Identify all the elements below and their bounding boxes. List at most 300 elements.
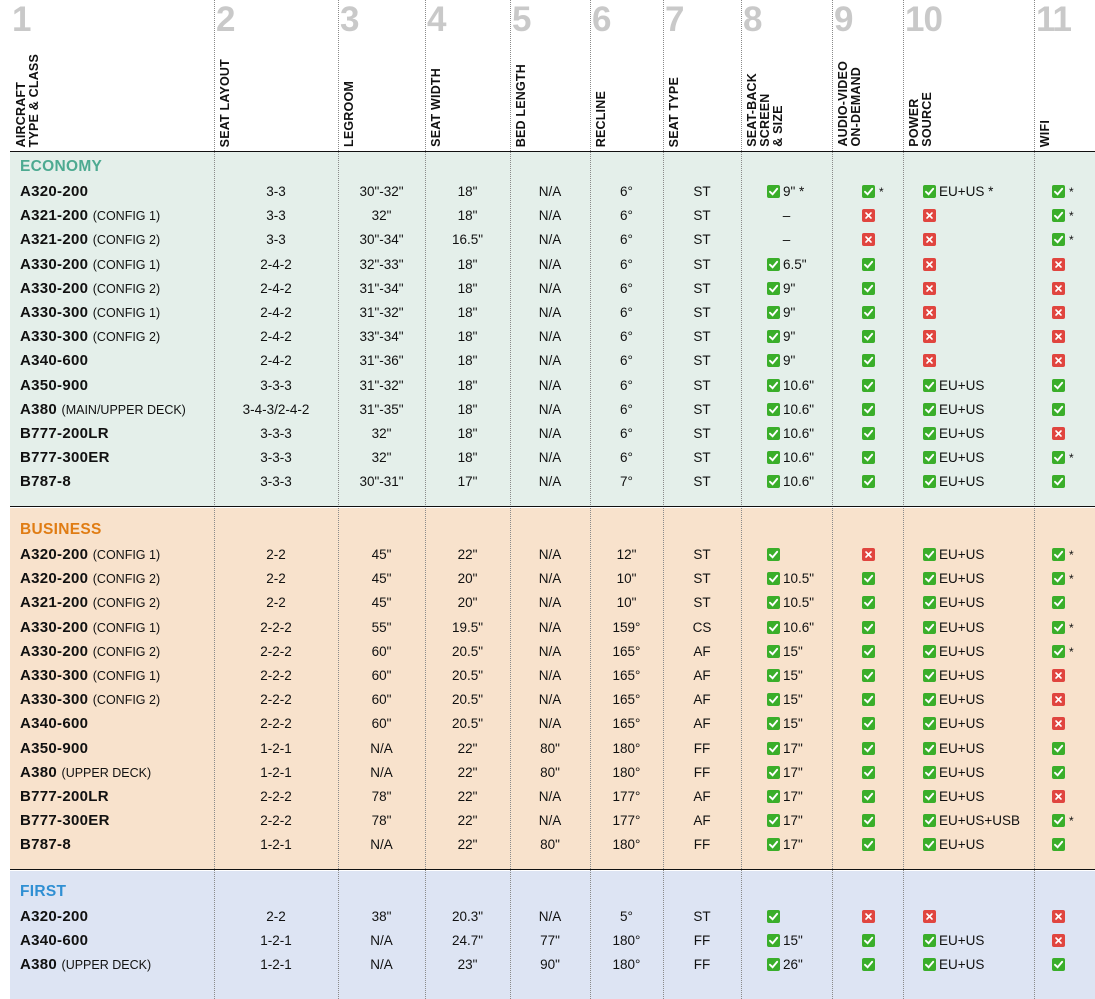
check-icon	[1052, 645, 1065, 658]
avod-cell	[832, 591, 903, 615]
header-rule	[10, 151, 1095, 152]
power-cell	[903, 349, 1034, 373]
check-icon	[767, 379, 780, 392]
check-icon	[923, 958, 936, 971]
recline-cell: 7°	[620, 474, 633, 490]
power-cell	[903, 470, 1034, 494]
column-header-1	[12, 0, 212, 150]
screen-cell	[741, 543, 832, 567]
avod-cell	[832, 929, 903, 953]
check-icon	[923, 742, 936, 755]
recline-cell: 6°	[620, 208, 633, 224]
power-value: EU+US	[939, 837, 985, 853]
aircraft-name: B777-300ER	[20, 812, 110, 830]
layout-cell: 2-2-2	[260, 813, 292, 829]
width-cell: 22"	[457, 547, 478, 562]
aircraft-note: (UPPER DECK)	[61, 765, 152, 780]
cross-icon	[1052, 354, 1065, 367]
aircraft-name: B787-8	[20, 836, 71, 854]
check-icon	[862, 621, 875, 634]
recline-cell: 165°	[612, 643, 641, 659]
power-value: EU+US	[939, 716, 985, 732]
check-icon	[923, 717, 936, 730]
table-row	[0, 349, 1095, 373]
screen-value: 17"	[783, 740, 803, 756]
check-icon	[923, 838, 936, 851]
power-cell	[903, 543, 1034, 567]
aircraft-name: B777-200LR	[20, 425, 109, 442]
screen-cell	[741, 712, 832, 736]
avod-cell	[832, 398, 903, 422]
recline-cell: 10"	[616, 595, 637, 611]
recline-cell: 180°	[612, 837, 641, 853]
check-icon	[862, 572, 875, 585]
table-row	[0, 616, 1095, 640]
wifi-cell	[1034, 591, 1095, 615]
layout-cell: 3-3-3	[260, 426, 292, 441]
recline-cell: 6°	[620, 401, 633, 417]
width-cell: 19.5"	[451, 619, 484, 635]
avod-cell	[832, 277, 903, 301]
screen-cell	[741, 664, 832, 688]
wifi-cell	[1034, 374, 1095, 398]
aircraft-cell	[20, 277, 212, 301]
power-cell	[903, 688, 1034, 712]
aircraft-cell	[20, 446, 212, 470]
column-label: POWER SOURCE	[907, 92, 934, 147]
wifi-cell	[1034, 809, 1095, 833]
column-label: SEAT-BACK SCREEN & SIZE	[745, 73, 785, 147]
check-icon	[767, 282, 780, 295]
legroom-cell: 30"-32"	[359, 184, 404, 199]
screen-cell	[741, 325, 832, 349]
aircraft-name: A321-200	[20, 231, 89, 249]
column-number: 6	[592, 0, 611, 39]
screen-cell	[741, 301, 832, 325]
cross-icon	[923, 306, 936, 319]
recline-cell: 6°	[620, 280, 633, 296]
power-cell	[903, 809, 1034, 833]
check-icon	[923, 185, 936, 198]
width-cell: 18"	[457, 256, 478, 272]
type-cell: ST	[693, 474, 711, 490]
aircraft-name: A330-200	[20, 642, 89, 660]
cross-icon	[1052, 934, 1065, 947]
bed-cell: 80"	[540, 837, 560, 853]
aircraft-note: (CONFIG 1)	[92, 257, 161, 272]
power-cell	[903, 567, 1034, 591]
power-cell	[903, 374, 1034, 398]
table-row	[0, 929, 1095, 953]
layout-cell: 1-2-1	[260, 764, 292, 780]
wifi-cell	[1034, 688, 1095, 712]
type-cell: ST	[693, 232, 711, 248]
check-icon	[923, 379, 936, 392]
wifi-cell	[1034, 737, 1095, 761]
width-cell: 20.5"	[451, 692, 484, 708]
screen-cell	[741, 929, 832, 953]
check-icon	[862, 766, 875, 779]
table-row	[0, 905, 1095, 929]
power-value: EU+US	[939, 474, 985, 490]
aircraft-note: (CONFIG 2)	[92, 596, 161, 611]
wifi-cell	[1034, 349, 1095, 373]
column-label: LEGROOM	[342, 81, 356, 147]
table-row	[0, 664, 1095, 688]
check-icon	[862, 306, 875, 319]
aircraft-cell	[20, 253, 212, 277]
legroom-cell: 33"-34"	[359, 329, 404, 345]
aircraft-cell	[20, 785, 212, 809]
aircraft-note: (CONFIG 1)	[92, 548, 161, 562]
layout-cell: 2-2-2	[260, 716, 292, 732]
check-icon	[862, 958, 875, 971]
check-icon	[923, 814, 936, 827]
avod-cell	[832, 374, 903, 398]
legroom-cell: 32"	[371, 208, 392, 224]
bed-cell: N/A	[538, 450, 562, 466]
column-header-9	[834, 0, 901, 150]
legroom-cell: 30"-34"	[359, 232, 404, 248]
bed-cell: N/A	[538, 305, 562, 320]
screen-cell	[741, 785, 832, 809]
aircraft-name: A321-200	[20, 594, 89, 612]
table-row	[0, 374, 1095, 398]
screen-cell	[741, 591, 832, 615]
layout-cell: 3-3	[266, 232, 286, 248]
check-icon	[923, 548, 936, 561]
check-icon	[923, 451, 936, 464]
recline-cell: 10"	[616, 571, 637, 587]
aircraft-cell	[20, 543, 212, 567]
width-cell: 18"	[457, 426, 478, 441]
screen-value: 10.5"	[783, 571, 815, 587]
aircraft-note: (CONFIG 2)	[92, 330, 161, 345]
avod-cell	[832, 761, 903, 785]
avod-cell	[832, 688, 903, 712]
recline-cell: 6°	[620, 426, 633, 441]
check-icon	[767, 838, 780, 851]
screen-cell	[741, 953, 832, 977]
avod-cell	[832, 616, 903, 640]
layout-cell: 3-3-3	[260, 474, 292, 490]
wifi-cell	[1034, 422, 1095, 446]
check-icon	[767, 717, 780, 730]
wifi-cell	[1034, 470, 1095, 494]
table-row	[0, 640, 1095, 664]
type-cell: FF	[693, 957, 711, 973]
wifi-cell	[1034, 761, 1095, 785]
type-cell: FF	[693, 764, 711, 780]
screen-cell	[741, 737, 832, 761]
screen-value: 9"	[783, 329, 796, 345]
aircraft-cell	[20, 809, 212, 833]
type-cell: ST	[693, 401, 711, 417]
table-row	[0, 712, 1095, 736]
power-value: EU+US	[939, 740, 985, 756]
section-rule	[10, 869, 1095, 870]
type-cell: AF	[693, 813, 711, 829]
avod-cell	[832, 253, 903, 277]
legroom-cell: 78"	[371, 813, 392, 829]
width-cell: 22"	[457, 837, 478, 853]
column-header-6	[592, 0, 661, 150]
check-icon	[923, 693, 936, 706]
bed-cell: N/A	[538, 377, 562, 393]
avod-cell	[832, 905, 903, 929]
check-icon	[767, 548, 780, 561]
screen-cell	[741, 398, 832, 422]
screen-cell	[741, 688, 832, 712]
screen-value: 15"	[783, 643, 803, 659]
avod-cell	[832, 833, 903, 857]
power-value: EU+US	[939, 619, 985, 635]
check-icon	[767, 910, 780, 923]
check-icon	[767, 958, 780, 971]
bed-cell: N/A	[538, 571, 562, 587]
wifi-cell	[1034, 785, 1095, 809]
width-cell: 18"	[457, 329, 478, 345]
wifi-cell	[1034, 446, 1095, 470]
cross-icon	[1052, 669, 1065, 682]
avod-cell	[832, 470, 903, 494]
type-cell: ST	[693, 305, 711, 320]
layout-cell: 2-4-2	[260, 305, 292, 320]
section-title-economy: ECONOMY	[20, 158, 103, 175]
check-icon	[923, 596, 936, 609]
layout-cell: 2-2-2	[260, 619, 292, 635]
table-row	[0, 422, 1095, 446]
aircraft-cell	[20, 616, 212, 640]
column-number: 2	[216, 0, 235, 39]
check-icon	[767, 645, 780, 658]
check-icon	[862, 814, 875, 827]
cross-icon	[923, 209, 936, 222]
check-icon	[1052, 742, 1065, 755]
column-number: 9	[834, 0, 853, 39]
aircraft-name: A321-200	[20, 207, 89, 225]
power-value: EU+US+USB	[939, 813, 1021, 829]
avod-cell	[832, 446, 903, 470]
cross-icon	[1052, 717, 1065, 730]
check-icon	[923, 790, 936, 803]
check-icon	[923, 934, 936, 947]
aircraft-name: A330-300	[20, 304, 89, 321]
aircraft-name: A320-200	[20, 570, 89, 588]
recline-cell: 180°	[612, 740, 641, 756]
aircraft-name: A330-300	[20, 691, 89, 709]
legroom-cell: 32"-33"	[359, 256, 404, 272]
wifi-cell	[1034, 228, 1095, 252]
type-cell: ST	[693, 450, 711, 466]
power-value: EU+US	[939, 643, 985, 659]
aircraft-cell	[20, 374, 212, 398]
check-icon	[862, 596, 875, 609]
wifi-value: *	[1069, 451, 1074, 466]
bed-cell: N/A	[538, 426, 562, 441]
type-cell: AF	[693, 716, 711, 732]
type-cell: ST	[693, 547, 711, 562]
check-icon	[767, 572, 780, 585]
type-cell: AF	[693, 668, 711, 683]
width-cell: 20.5"	[451, 668, 484, 683]
legroom-cell: 60"	[371, 716, 392, 732]
width-cell: 18"	[457, 450, 478, 466]
layout-cell: 2-2-2	[260, 643, 292, 659]
legroom-cell: 60"	[371, 692, 392, 708]
bed-cell: N/A	[538, 789, 562, 804]
aircraft-cell	[20, 712, 212, 736]
power-cell	[903, 761, 1034, 785]
recline-cell: 6°	[620, 184, 633, 199]
table-row	[0, 204, 1095, 228]
aircraft-name: B777-200LR	[20, 788, 109, 805]
check-icon	[767, 427, 780, 440]
bed-cell: N/A	[538, 716, 562, 732]
screen-cell	[741, 277, 832, 301]
cross-icon	[923, 330, 936, 343]
aircraft-cell	[20, 180, 212, 204]
check-icon	[767, 742, 780, 755]
bed-cell: 90"	[540, 957, 560, 973]
check-icon	[767, 934, 780, 947]
layout-cell: 2-4-2	[260, 329, 292, 345]
screen-cell	[741, 905, 832, 929]
legroom-cell: 45"	[371, 571, 392, 587]
power-cell	[903, 277, 1034, 301]
column-label: AIRCRAFT TYPE & CLASS	[14, 53, 41, 147]
layout-cell: 3-4-3/2-4-2	[242, 401, 310, 417]
screen-cell	[741, 204, 832, 228]
width-cell: 18"	[457, 353, 478, 369]
cross-icon	[862, 910, 875, 923]
recline-cell: 165°	[612, 668, 641, 683]
power-cell	[903, 712, 1034, 736]
aircraft-cell	[20, 640, 212, 664]
check-icon	[1052, 475, 1065, 488]
table-row	[0, 325, 1095, 349]
cross-icon	[923, 910, 936, 923]
column-header-8	[743, 0, 830, 150]
avod-cell	[832, 180, 903, 204]
wifi-cell	[1034, 953, 1095, 977]
legroom-cell: 31"-32"	[359, 305, 404, 320]
cross-icon	[923, 354, 936, 367]
check-icon	[767, 306, 780, 319]
legroom-cell: 31"-35"	[359, 401, 404, 417]
screen-value: 17"	[783, 837, 803, 853]
layout-cell: 2-4-2	[260, 280, 292, 296]
table-row	[0, 253, 1095, 277]
check-icon	[923, 645, 936, 658]
wifi-cell	[1034, 567, 1095, 591]
cross-icon	[923, 258, 936, 271]
section-rule	[10, 506, 1095, 507]
aircraft-name: A380	[20, 956, 58, 974]
wifi-cell	[1034, 325, 1095, 349]
power-cell	[903, 446, 1034, 470]
legroom-cell: N/A	[370, 933, 393, 949]
column-number: 5	[512, 0, 531, 39]
width-cell: 20"	[457, 571, 478, 587]
wifi-cell	[1034, 712, 1095, 736]
screen-value: 6.5"	[783, 256, 807, 272]
table-row	[0, 809, 1095, 833]
cross-icon	[1052, 910, 1065, 923]
width-cell: 18"	[457, 280, 478, 296]
screen-value: 10.6"	[783, 474, 815, 490]
recline-cell: 6°	[620, 353, 633, 369]
check-icon	[862, 427, 875, 440]
table-row	[0, 833, 1095, 857]
wifi-cell	[1034, 543, 1095, 567]
type-cell: AF	[693, 789, 711, 804]
power-cell	[903, 398, 1034, 422]
recline-cell: 6°	[620, 232, 633, 248]
wifi-cell	[1034, 640, 1095, 664]
check-icon	[767, 451, 780, 464]
screen-cell	[741, 833, 832, 857]
recline-cell: 165°	[612, 692, 641, 708]
recline-cell: 6°	[620, 377, 633, 393]
power-cell	[903, 204, 1034, 228]
aircraft-cell	[20, 688, 212, 712]
width-cell: 18"	[457, 184, 478, 199]
table-row	[0, 567, 1095, 591]
table-row	[0, 737, 1095, 761]
width-cell: 17"	[457, 474, 478, 490]
legroom-cell: 55"	[371, 619, 392, 635]
screen-value: 15"	[783, 716, 803, 732]
check-icon	[862, 645, 875, 658]
screen-value: 10.6"	[783, 401, 815, 417]
cross-icon	[1052, 282, 1065, 295]
bed-cell: N/A	[538, 909, 562, 924]
width-cell: 20"	[457, 595, 478, 611]
width-cell: 18"	[457, 377, 478, 393]
aircraft-note: (CONFIG 2)	[92, 233, 161, 248]
aircraft-note: (CONFIG 2)	[92, 693, 161, 708]
type-cell: FF	[693, 933, 711, 949]
layout-cell: 1-2-1	[260, 933, 292, 949]
legroom-cell: 31"-34"	[359, 280, 404, 296]
type-cell: AF	[693, 692, 711, 708]
avod-cell	[832, 228, 903, 252]
column-label: RECLINE	[594, 90, 608, 147]
screen-cell	[741, 422, 832, 446]
bed-cell: N/A	[538, 474, 562, 490]
column-number: 3	[340, 0, 359, 39]
screen-cell	[741, 228, 832, 252]
check-icon	[923, 572, 936, 585]
layout-cell: 2-2	[266, 595, 286, 611]
layout-cell: 2-2-2	[260, 789, 292, 804]
layout-cell: 3-3	[266, 208, 286, 224]
layout-cell: 2-2-2	[260, 668, 292, 683]
table-row	[0, 398, 1095, 422]
power-value: EU+US	[939, 957, 985, 973]
screen-cell	[741, 640, 832, 664]
table-row	[0, 277, 1095, 301]
check-icon	[1052, 451, 1065, 464]
aircraft-note: (MAIN/UPPER DECK)	[61, 402, 186, 417]
layout-cell: 1-2-1	[260, 837, 292, 853]
width-cell: 20.5"	[451, 716, 484, 732]
screen-value: 10.5"	[783, 595, 815, 611]
avod-cell	[832, 301, 903, 325]
column-header-7	[665, 0, 739, 150]
check-icon	[1052, 233, 1065, 246]
